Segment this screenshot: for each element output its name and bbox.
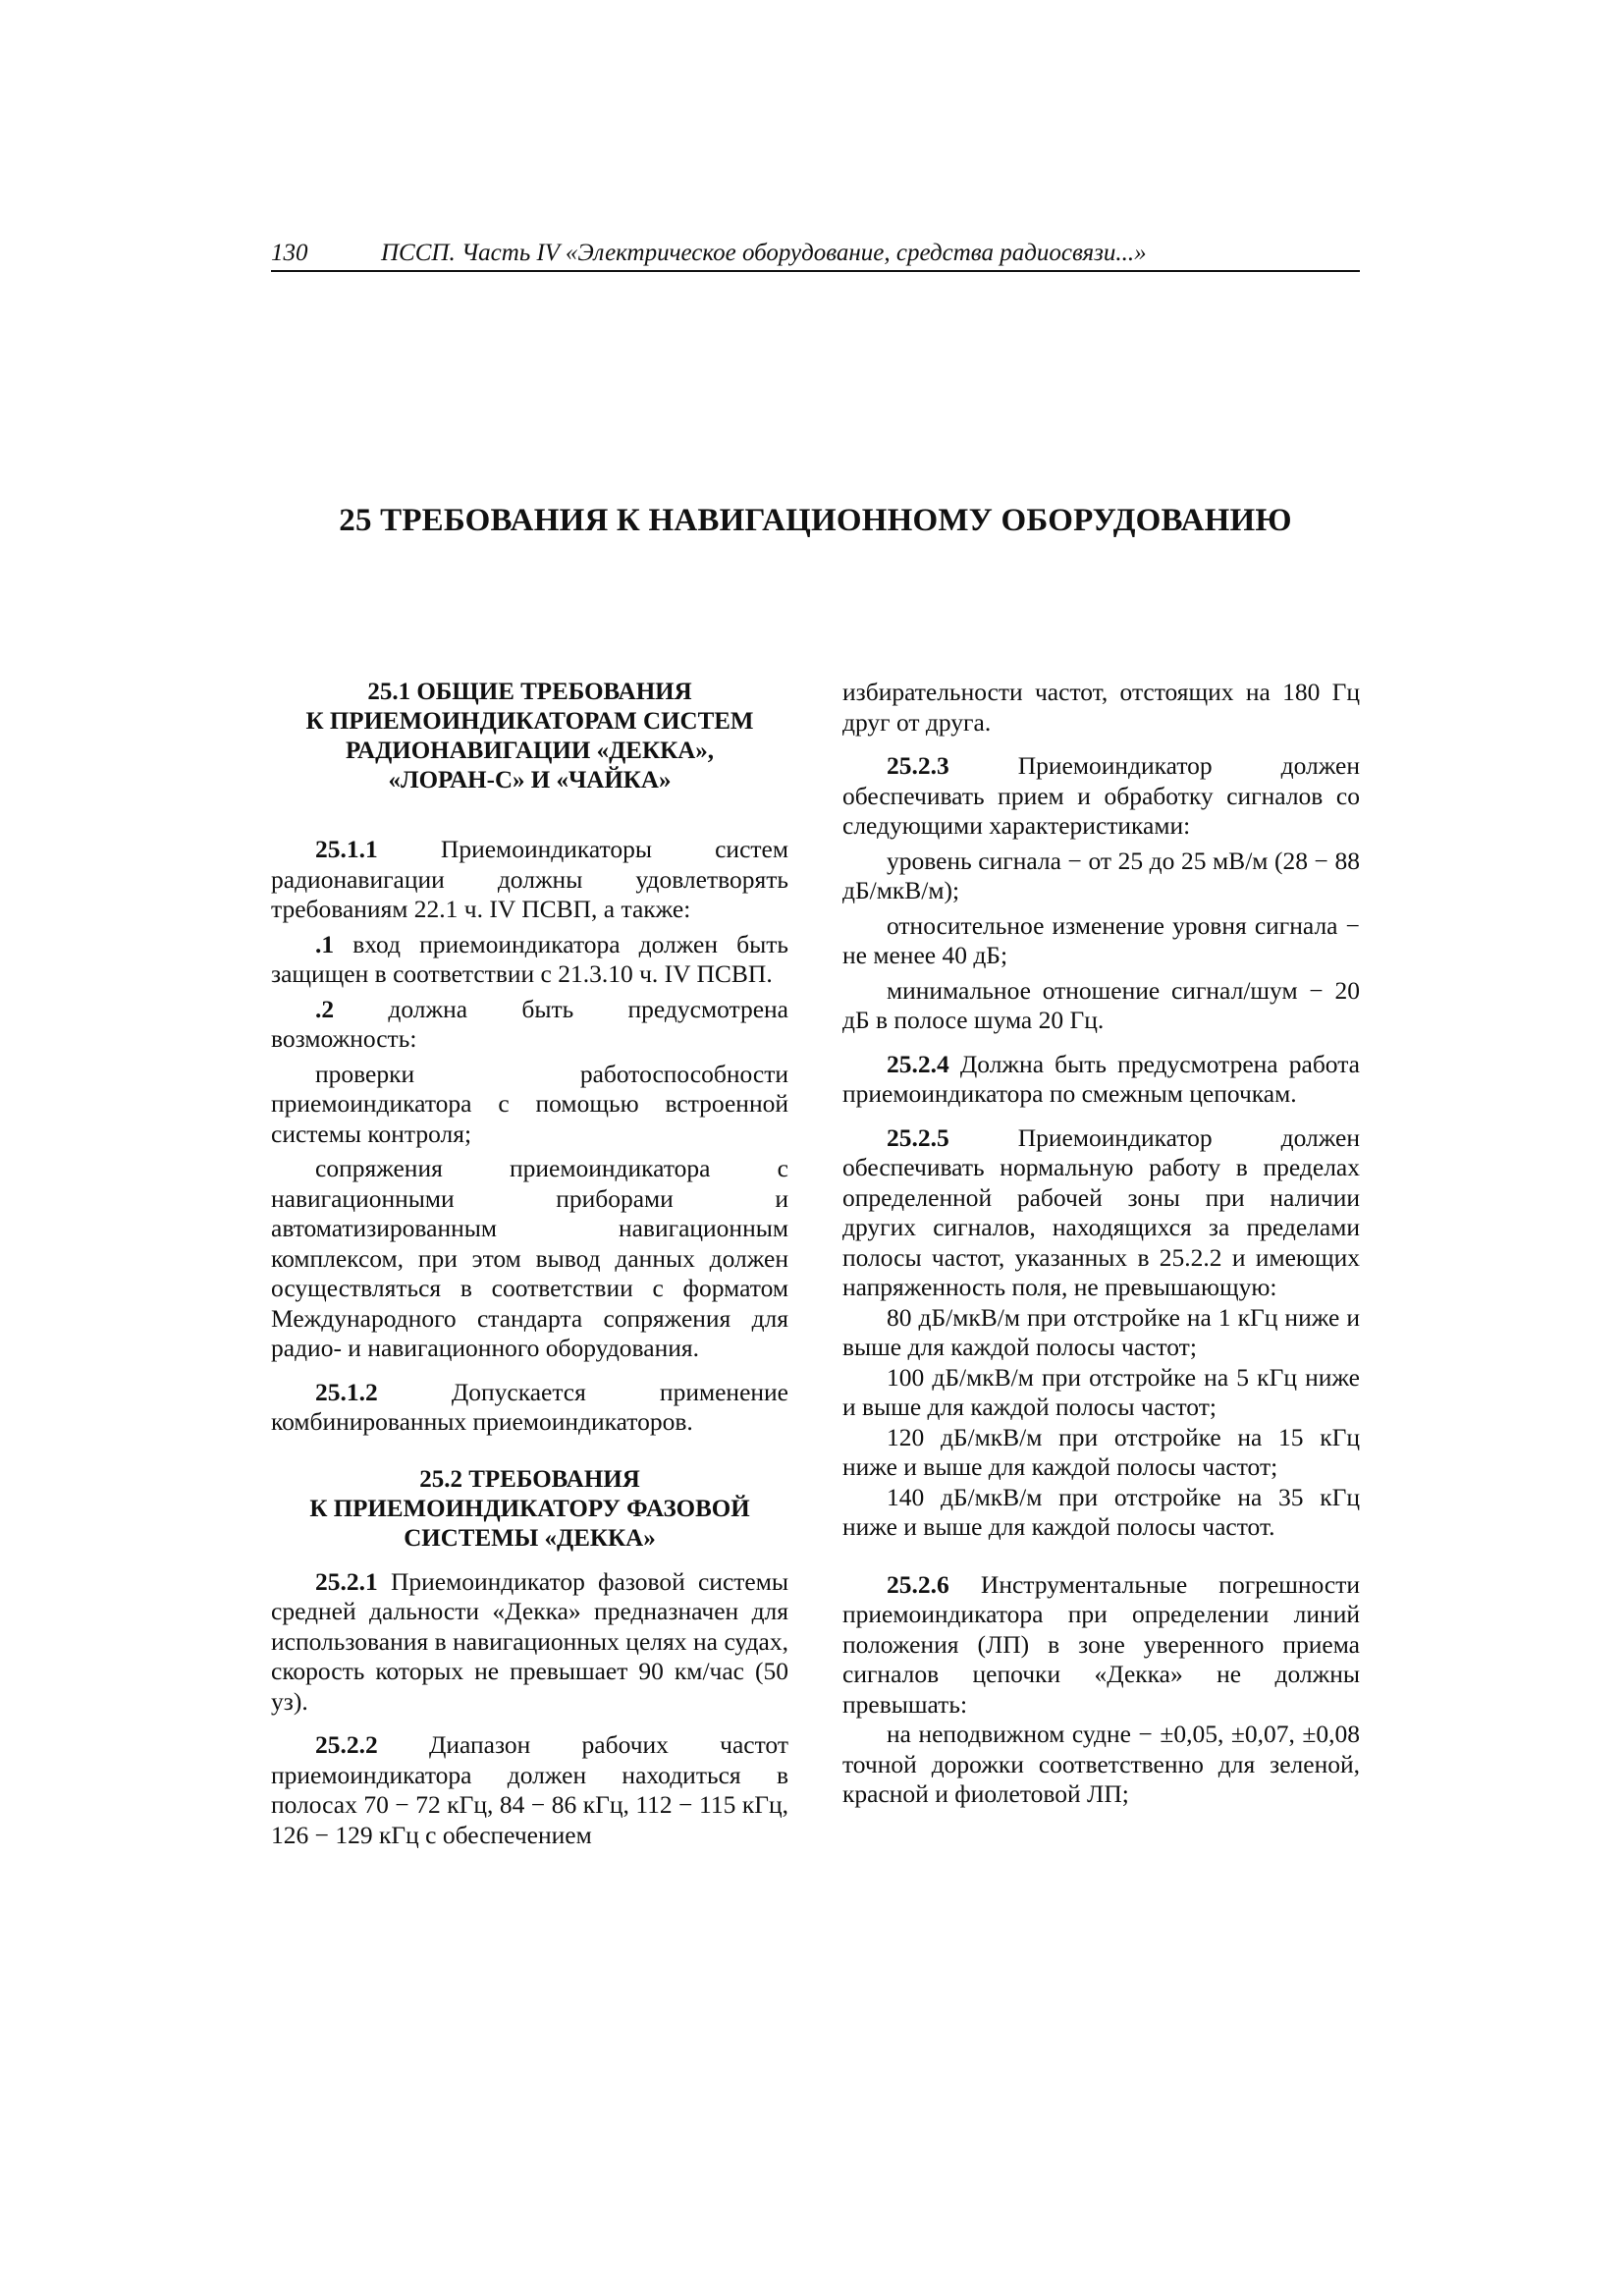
paragraph-25-2-3: [842, 751, 1360, 842]
paragraph-text: Должна быть предусмотрена работа приемоиндикатора по смежным цепочкам.: [842, 1049, 1360, 1108]
clause-number: 25.2.2: [315, 1730, 378, 1759]
continuation-text: избирательности частот, отстоящих на 180 Гц друг от друга.: [842, 678, 1360, 737]
paragraph-25-2-5: [842, 1123, 1360, 1303]
clause-number: 25.2.1: [315, 1566, 378, 1596]
paragraph-text: Приемоиндикатор должен обеспечивать прием и обработку сигналов со следующими характеристиками:: [842, 751, 1361, 840]
left-column: [271, 678, 788, 1850]
paragraph-text: Инструментальные погрешности приемоиндикатора при определении линий положения (ЛП) в зоне уверенного приема сигналов цепочки «Декка» не должны превышать:: [842, 1569, 1360, 1719]
paragraph-text: должна быть предусмотрена возможность:: [271, 994, 788, 1053]
paragraph-25-2-6: [842, 1570, 1360, 1721]
clause-number: 25.2.3: [887, 751, 949, 780]
detune-1: 80 дБ/мкВ/м при отстройке на 1 кГц ниже и выше для каждой полосы частот;: [842, 1302, 1360, 1361]
characteristic-1: уровень сигнала − от 25 до 25 мВ/м (28 − 88 дБ/мкВ/м);: [842, 846, 1360, 904]
section-25-2-title: [271, 1465, 788, 1554]
paragraph-25-1-2: [271, 1378, 788, 1438]
running-title: ПССП. Часть IV «Электрическое оборудование, средства радиосвязи...»: [381, 240, 1147, 266]
characteristic-3: минимальное отношение сигнал/шум − 20 дБ в полосе шума 20 Гц.: [842, 975, 1360, 1034]
characteristic-2: относительное изменение уровня сигнала − не менее 40 дБ;: [842, 910, 1360, 969]
right-column: [842, 678, 1360, 1810]
paragraph-text: Приемоиндикаторы систем радионавигации должны удовлетворять требованиям 22.1 ч. IV ПСВП, а также:: [271, 835, 788, 923]
clause-number: 25.1.2: [315, 1377, 378, 1406]
paragraph-25-2-1: [271, 1567, 788, 1718]
paragraph-25-1-1: [271, 835, 788, 925]
paragraph-25-2-2: [271, 1730, 788, 1850]
item-number: .1: [315, 929, 335, 958]
paragraph-text: Допускается применение комбинированных приемоиндикаторов.: [271, 1377, 789, 1436]
section-title-line: 25.2 ТРЕБОВАНИЯ: [419, 1465, 640, 1493]
section-title-line: СИСТЕМЫ «ДЕККА»: [404, 1524, 656, 1552]
section-25-1-title: [271, 678, 788, 795]
chapter-title: 25 ТРЕБОВАНИЯ К НАВИГАЦИОННОМУ ОБОРУДОВАНИЮ: [339, 503, 1292, 538]
page-number: 130: [271, 240, 308, 266]
clause-number: 25.2.5: [887, 1122, 949, 1152]
clause-number: 25.1.1: [315, 835, 378, 863]
paragraph-text: Диапазон рабочих частот приемоиндикатора должен находиться в полосах 70 − 72 кГц, 84 − 86 кГц, 112 − 115 кГц, 126 − 129 кГц с обеспечением: [271, 1730, 788, 1849]
section-title-line: К ПРИЕМОИНДИКАТОРУ ФАЗОВОЙ: [309, 1495, 750, 1522]
paragraph-25-2-4: [842, 1050, 1360, 1110]
paragraph-text: вход приемоиндикатора должен быть защищен в соответствии с 21.3.10 ч. IV ПСВП.: [271, 929, 788, 988]
paragraph-text: Приемоиндикатор должен обеспечивать нормальную работу в пределах определенной рабочей зоны при наличии других сигналов, находящихся за пределами полосы частот, указанных в 25.2.2 и имеющих напряженность поля, не превышающую:: [842, 1122, 1361, 1301]
paragraph-text: Приемоиндикатор фазовой системы средней дальности «Декка» предназначен для использования в навигационных целях на судах, скорость которых не превышает 90 км/час (50 уз).: [271, 1566, 788, 1716]
item-2-a: проверки работоспособности приемоиндикатора с помощью встроенной системы контроля;: [271, 1059, 788, 1148]
section-title-line: 25.1 ОБЩИЕ ТРЕБОВАНИЯ: [367, 679, 692, 705]
detune-3: 120 дБ/мкВ/м при отстройке на 15 кГц ниже и выше для каждой полосы частот;: [842, 1422, 1360, 1481]
detune-4: 140 дБ/мкВ/м при отстройке на 35 кГц ниже и выше для каждой полосы частот.: [842, 1482, 1360, 1541]
section-title-line: РАДИОНАВИГАЦИИ «ДЕККА»,: [345, 738, 715, 764]
error-1: на неподвижном судне − ±0,05, ±0,07, ±0,08 точной дорожки соответственно для зеленой, красной и фиолетовой ЛП;: [842, 1720, 1360, 1808]
item-1: [271, 930, 788, 990]
section-title-line: К ПРИЕМОИНДИКАТОРАМ СИСТЕМ: [305, 708, 754, 735]
clause-number: 25.2.6: [887, 1569, 949, 1599]
page-header: [271, 239, 1360, 272]
item-number: .2: [315, 994, 335, 1023]
item-2: [271, 995, 788, 1055]
section-title-line: «ЛОРАН-С» И «ЧАЙКА»: [388, 767, 672, 793]
item-2-b: сопряжения приемоиндикатора с навигационными приборами и автоматизированным навигационным комплексом, при этом вывод данных должен осуществляться в соответствии с форматом Международного стандарта сопряжения для радио- и навигационного оборудования.: [271, 1154, 788, 1362]
detune-2: 100 дБ/мкВ/м при отстройке на 5 кГц ниже и выше для каждой полосы частот;: [842, 1362, 1360, 1421]
clause-number: 25.2.4: [887, 1049, 949, 1078]
